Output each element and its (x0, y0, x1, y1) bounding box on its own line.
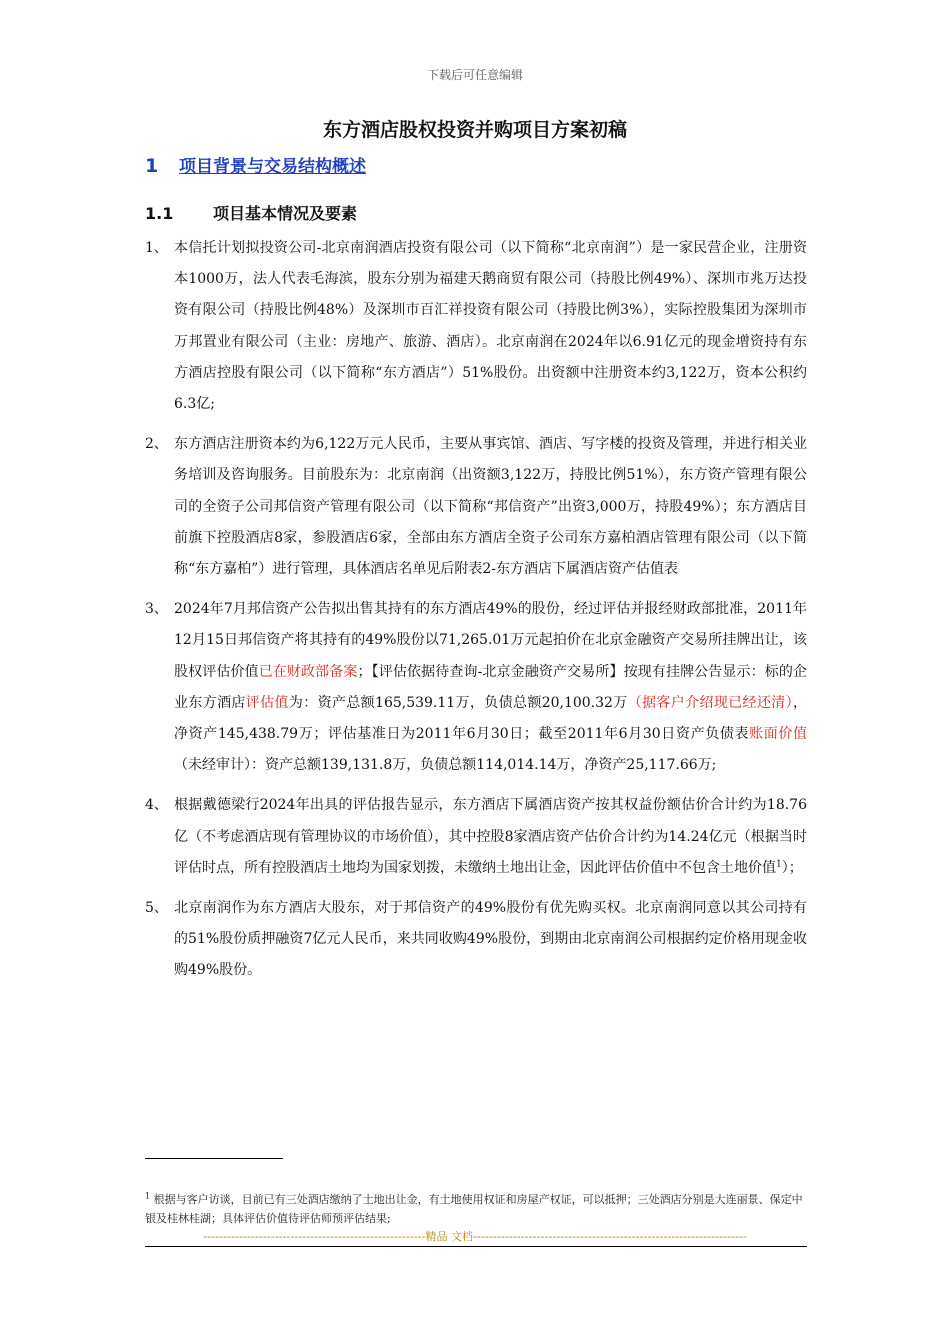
body-text (145, 233, 807, 996)
footer-watermark-line: --------------------------------------------------------精品 文档--------------------------------------------------------------------- (203, 1230, 747, 1243)
paragraph-3 (145, 594, 807, 781)
paragraph-text: 根据戴德梁行2024年出具的评估报告显示，东方酒店下属酒店资产按其权益份额估价合计约为18.76亿（不考虑酒店现有管理协议的市场价值），其中控股8家酒店资产估价合计约为14.24亿元（根据当时评估时点，所有控股酒店土地均为国家划拨，未缴纳土地出让金，因此评估价值中不包含土地价值 (174, 797, 807, 876)
subsection-number: 1.1 (145, 204, 174, 223)
paragraph-number: 1、 (145, 240, 168, 256)
paragraph-text: 北京南润作为东方酒店大股东，对于邦信资产的49%股份有优先购买权。北京南润同意以其公司持有的51%股份质押融资7亿元人民币，来共同收购49%股份，到期由北京南润公司根据约定价格用现金收购49%股份。 (174, 900, 807, 979)
highlight-valuation: 评估值 (245, 694, 289, 711)
paragraph-text: 为：资产总额165,539.11万，负债总额20,100.32万 (288, 694, 628, 711)
footnote (145, 1190, 807, 1228)
paragraph-text: ，净资产145,438.79万；评估基准日为2011年6月30日；截至2011年6月30日资产负债表 (174, 694, 807, 743)
paragraph-text: （未经审计）：资产总额139,131.8万，负债总额114,014.14万，净资产25,117.66万; (174, 757, 717, 774)
paragraph-number: 4、 (145, 797, 168, 814)
paragraph-text: 东方酒店注册资本约为6,122万元人民币，主要从事宾馆、酒店、写字楼的投资及管理，并进行相关业务培训及咨询服务。目前股东为：北京南润（出资额3,122万，持股比例51%），东方资产管理有限公司的全资子公司邦信资产管理有限公司（以下简称“邦信资产”出资3,000万，持股49%）；东方酒店目前旗下控股酒店8家，参股酒店6家，全部由东方酒店全资子公司东方嘉柏酒店管理有限公司（以下简称“东方嘉柏”）进行管理，具体酒店名单见后附表2-东方酒店下属酒店资产估值表 (174, 436, 807, 578)
subsection-heading-1-1 (145, 201, 357, 224)
paragraph-text: 2024年7月邦信资产公告拟出售其持有的东方酒店49%的股份，经过评估并报经财政部批准，2011年12月15日邦信资产将其持有的49%股份以71,265.01万元起拍价在北京金融资产交易所挂牌出让，该股权评估价值 (174, 601, 807, 680)
highlight-filed-note: 已在财政部备案 (258, 663, 358, 680)
paragraph-number: 5、 (145, 900, 168, 917)
paragraph-4 (145, 790, 807, 884)
footnote-text: 根据与客户访谈，目前已有三处酒店缴纳了土地出让金，有土地使用权证和房屋产权证，可以抵押；三处酒店分别是大连丽景、保定中银及桂林桂湖；具体评估价值待评估师预评估结果; (145, 1193, 803, 1225)
subsection-title: 项目基本情况及要素 (213, 204, 358, 223)
highlight-book-value: 账面价值 (749, 726, 808, 743)
footnote-ref[interactable]: 1 (776, 859, 782, 870)
paragraph-2 (145, 429, 807, 585)
paragraph-1 (145, 233, 807, 420)
paragraph-5 (145, 893, 807, 987)
document-title: 东方酒店股权投资并购项目方案初稿 (322, 119, 627, 141)
paragraph-text: ；【评估依据待查询-北京金融资产交易所】按现有挂牌公告显示：标的企业东方酒店 (174, 663, 808, 711)
highlight-debt-note: （据客户介绍现已经还清） (627, 694, 793, 711)
section-number: 1 (145, 155, 159, 177)
footer-divider (145, 1246, 807, 1247)
paragraph-number: 2、 (145, 436, 168, 453)
section-title[interactable]: 项目背景与交易结构概述 (179, 157, 366, 177)
paragraph-text: ）； (781, 859, 803, 876)
section-heading-1 (145, 152, 366, 177)
header-note: 下载后可任意编辑 (426, 68, 523, 82)
footnote-divider (145, 1158, 283, 1159)
paragraph-number: 3、 (145, 601, 168, 618)
footnote-mark: 1 (145, 1191, 151, 1201)
paragraph-text: 本信托计划拟投资公司-北京南润酒店投资有限公司（以下简称“北京南润”）是一家民营企业，注册资本1000万，法人代表毛海滨，股东分别为福建天鹅商贸有限公司（持股比例49%）、深圳市兆万达投资有限公司（持股比例48%）及深圳市百汇祥投资有限公司（持股比例3%），实际控股集团为深圳市万邦置业有限公司（主业：房地产、旅游、酒店）。北京南润在2024年以6.91亿元的现金增资持有东方酒店控股有限公司（以下简称“东方酒店”）51%股份。出资额中注册资本约3,122万，资本公积约6.3亿; (174, 240, 807, 413)
